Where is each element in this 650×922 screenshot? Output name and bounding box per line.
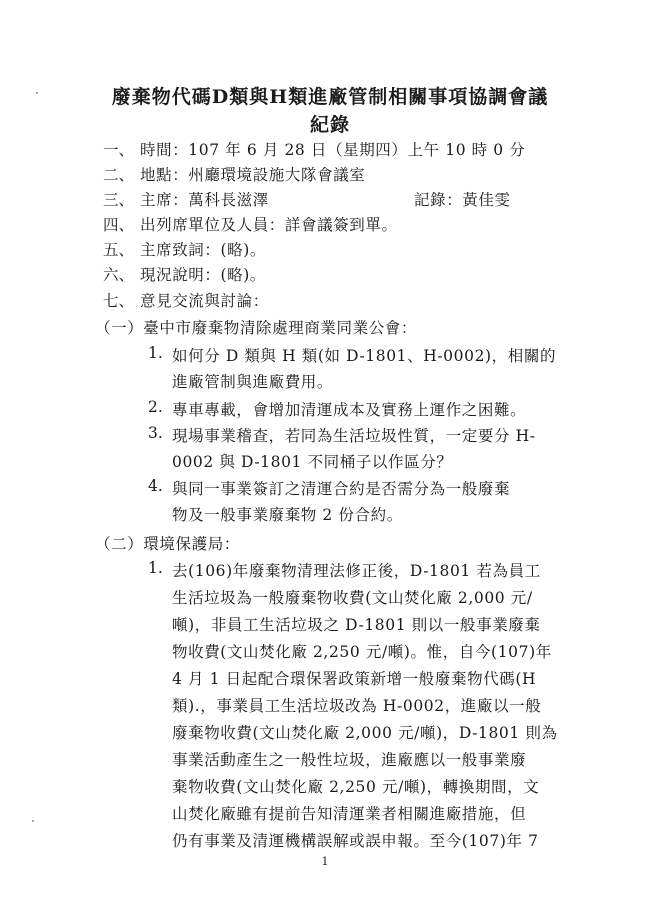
item-number: 一、	[103, 141, 135, 159]
scan-speck	[32, 820, 34, 822]
list-item-line: 進廠管制與進廠費用。	[172, 373, 334, 391]
list-item-line: 棄物收費(文山焚化廠 2,250 元/噸)，轉換期間，文	[172, 778, 540, 796]
list-item-line: 專車專載，會增加清運成本及實務上運作之困難。	[172, 401, 527, 419]
list-item-line: 廢棄物收費(文山焚化廠 2,000 元/噸)，D-1801 則為	[172, 724, 558, 742]
section-heading: （二）環境保護局：	[95, 535, 240, 553]
list-item-line: 山焚化廠雖有提前告知清運業者相關進廠措施，但	[172, 805, 527, 823]
document-title-line1: 廢棄物代碼D類與H類進廠管制相關事項協調會議	[111, 86, 549, 108]
list-item-line: 與同一事業簽訂之清運合約是否需分為一般廢棄	[172, 480, 511, 498]
item-number: 二、	[103, 166, 135, 184]
item-number: 四、	[103, 216, 135, 234]
list-item-line: 生活垃圾為一般廢棄物收費(文山焚化廠 2,000 元/	[172, 589, 533, 607]
list-item-number: 1.	[148, 344, 163, 362]
status-description: 現況說明：(略)。	[140, 266, 266, 284]
list-item-line: 去(106)年廢棄物清理法修正後，D-1801 若為員工	[172, 562, 541, 580]
list-item-line: 如何分 D 類與 H 類(如 D-1801、H-0002)，相關的	[172, 347, 557, 365]
meeting-time: 時間：107 年 6 月 28 日（星期四）上午 10 時 0 分	[140, 141, 526, 159]
list-item-line: 物及一般事業廢棄物 2 份合約。	[172, 506, 403, 524]
item-number: 五、	[103, 241, 135, 259]
meeting-recorder: 記錄：黃佳雯	[414, 191, 511, 209]
item-number: 三、	[103, 191, 135, 209]
list-item-number: 3.	[148, 424, 163, 442]
list-item-line: 類).，事業員工生活垃圾改為 H-0002，進廠以一般	[172, 697, 542, 715]
page-number: 1	[321, 855, 329, 868]
list-item-line: 0002 與 D-1801 不同桶子以作區分？	[172, 453, 453, 471]
document-title-line2: 紀錄	[309, 114, 350, 136]
list-item-line: 物收費(文山焚化廠 2,250 元/噸)。惟，自今(107)年	[172, 643, 552, 661]
section-heading: （一）臺中市廢棄物清除處理商業同業公會：	[95, 319, 418, 337]
list-item-line: 事業活動產生之一般性垃圾，進廠應以一般事業廢	[172, 751, 527, 769]
item-number: 七、	[103, 292, 135, 310]
meeting-chair: 主席：萬科長滋澤	[140, 191, 269, 209]
list-item-line: 仍有事業及清運機構誤解或誤申報。至今(107)年 7	[172, 832, 539, 850]
discussion-heading: 意見交流與討論：	[140, 292, 269, 310]
chair-speech: 主席致詞：(略)。	[140, 241, 266, 259]
list-item-line: 現場事業稽查，若同為生活垃圾性質，一定要分 H-	[172, 427, 536, 445]
list-item-number: 1.	[148, 559, 163, 577]
list-item-number: 4.	[148, 477, 163, 495]
attendees: 出列席單位及人員：詳會議簽到單。	[140, 216, 398, 234]
item-number: 六、	[103, 266, 135, 284]
meeting-location: 地點：州廳環境設施大隊會議室	[140, 166, 366, 184]
list-item-number: 2.	[148, 398, 163, 416]
scan-speck	[36, 92, 38, 94]
list-item-line: 噸)，非員工生活垃圾之 D-1801 則以一般事業廢棄	[172, 616, 541, 634]
list-item-line: 4 月 1 日起配合環保署政策新增一般廢棄物代碼(H	[172, 670, 537, 688]
